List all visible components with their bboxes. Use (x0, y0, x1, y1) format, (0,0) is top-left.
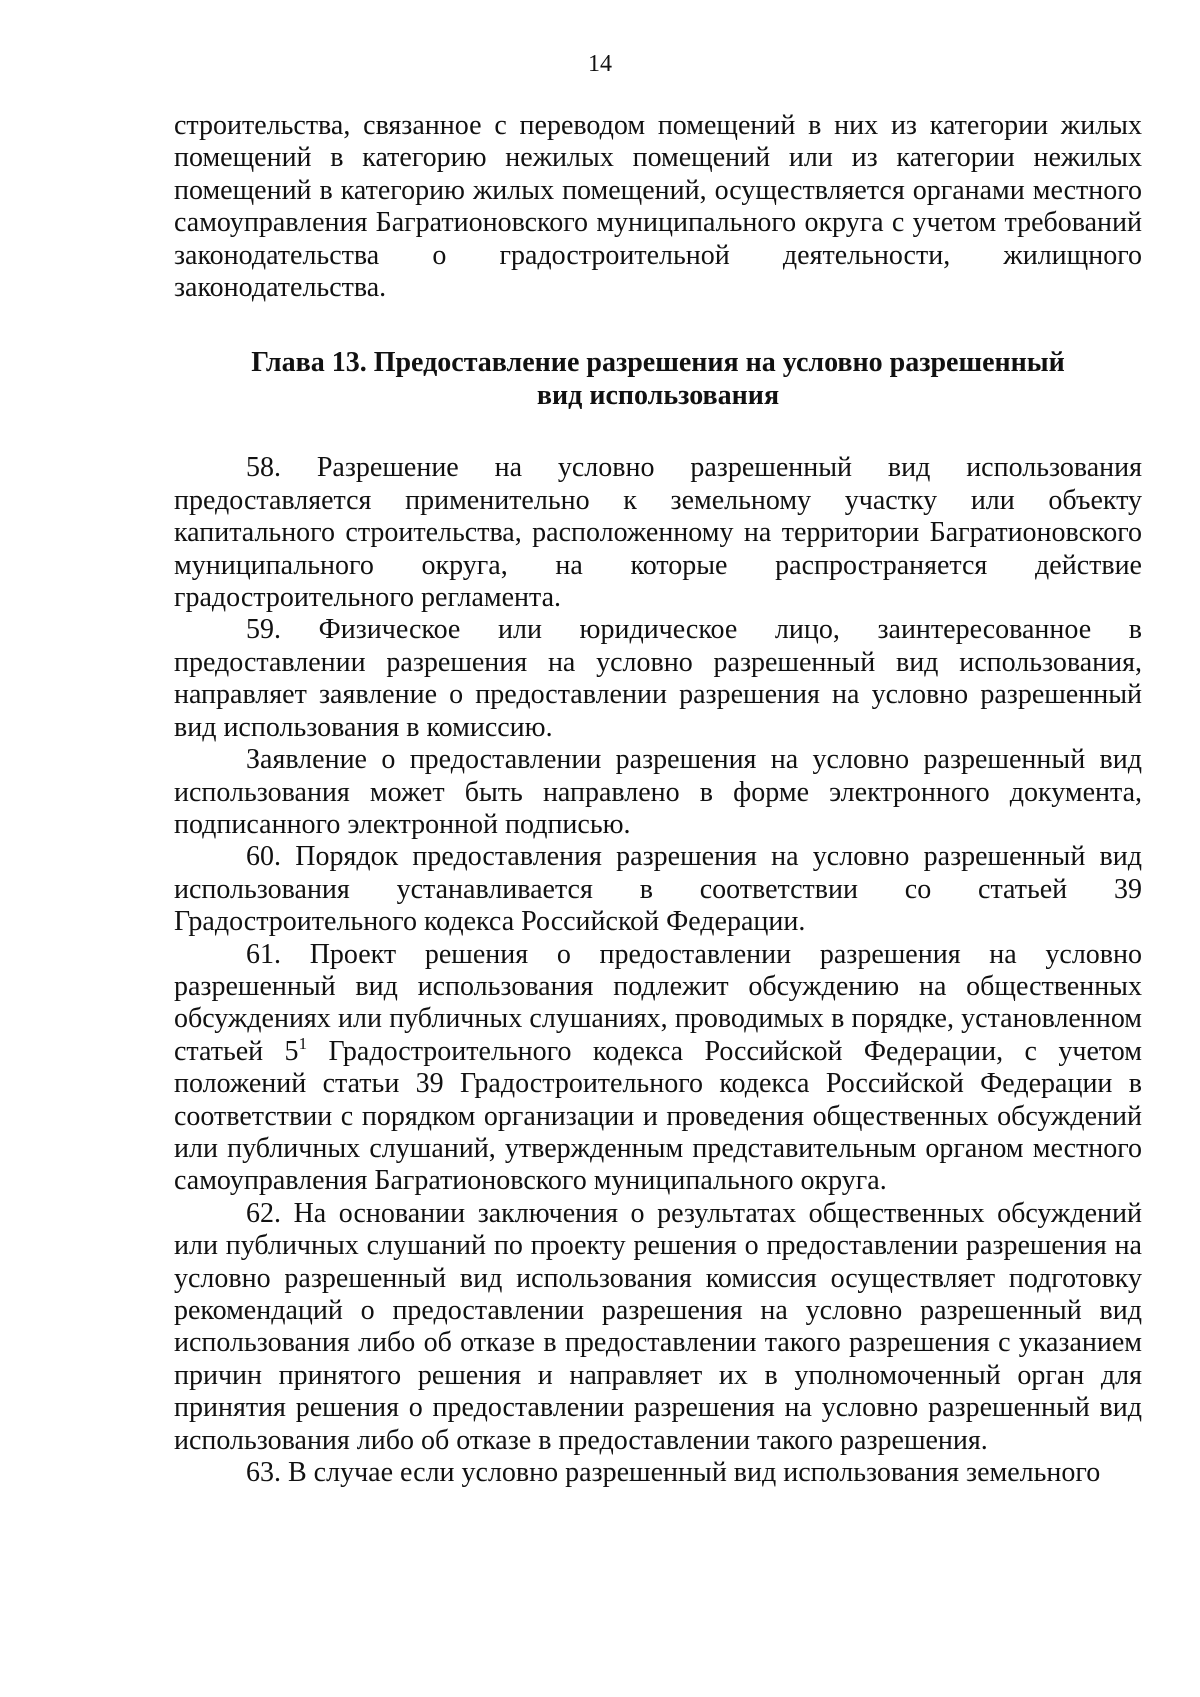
page-number: 14 (588, 51, 612, 77)
paragraph-61-text-start: 61. Проект решения о предоставлении разрешения на условно разрешенный вид использования подлежит обсуждению на общественных обсуждениях или публичных слушаниях, проводимых в порядке, установленном статьей 5 (174, 938, 1142, 1067)
paragraph-63: 63. В случае если условно разрешенный вид использования земельного (246, 1457, 1101, 1489)
paragraph-58: 58. Разрешение на условно разрешенный вид использования предоставляется применительно к земельному участку или объекту капитального строительства, расположенному на территории Багратионовского муниципального округа, на которые распространяется действие градостроительного регламента. (174, 452, 1142, 614)
paragraph-62: 62. На основании заключения о результатах общественных обсуждений или публичных слушаний по проекту решения о предоставлении разрешения на условно разрешенный вид использования комиссия осуществляет подготовку рекомендаций о предоставлении разрешения на условно разрешенный вид использования либо об отказе в предоставлении такого разрешения с указанием причин принятого решения и направляет их в уполномоченный орган для принятия решения о предоставлении разрешения на условно разрешенный вид использования либо об отказе в предоставлении такого разрешения. (174, 1197, 1142, 1456)
paragraph-60: 60. Порядок предоставления разрешения на условно разрешенный вид использования устанавливается в соответствии со статьей 39 Градостроительного кодекса Российской Федерации. (174, 841, 1142, 938)
paragraph-61-text-end: Градостроительного кодекса Российской Федерации, с учетом положений статьи 39 Градостроительного кодекса Российской Федерации в соответствии с порядком организации и проведения общественных обсуждений или публичных слушаний, утвержденным представительным органом местного самоуправления Багратионовского муниципального округа. (174, 1035, 1142, 1197)
paragraph-59: 59. Физическое или юридическое лицо, заинтересованное в предоставлении разрешения на условно разрешенный вид использования, направляет заявление о предоставлении разрешения на условно разрешенный вид использования в комиссию. (174, 614, 1142, 743)
article-superscript: 1 (298, 1033, 308, 1053)
document-body (174, 110, 1142, 1489)
paragraph-59-electronic: Заявление о предоставлении разрешения на условно разрешенный вид использования может быть направлено в форме электронного документа, подписанного электронной подписью. (174, 744, 1142, 840)
chapter-title-line-1: Глава 13. Предоставление разрешения на условно разрешенный (251, 347, 1065, 379)
paragraph-61 (174, 939, 1142, 1198)
chapter-heading (174, 346, 1142, 412)
chapter-title-line-2: вид использования (536, 380, 780, 412)
continuation-paragraph: строительства, связанное с переводом помещений в них из категории жилых помещений в категорию нежилых помещений или из категории нежилых помещений в категорию жилых помещений, осуществляется органами местного самоуправления Багратионовского муниципального округа с учетом требований законодательства о градостроительной деятельности, жилищного законодательства. (174, 110, 1142, 304)
